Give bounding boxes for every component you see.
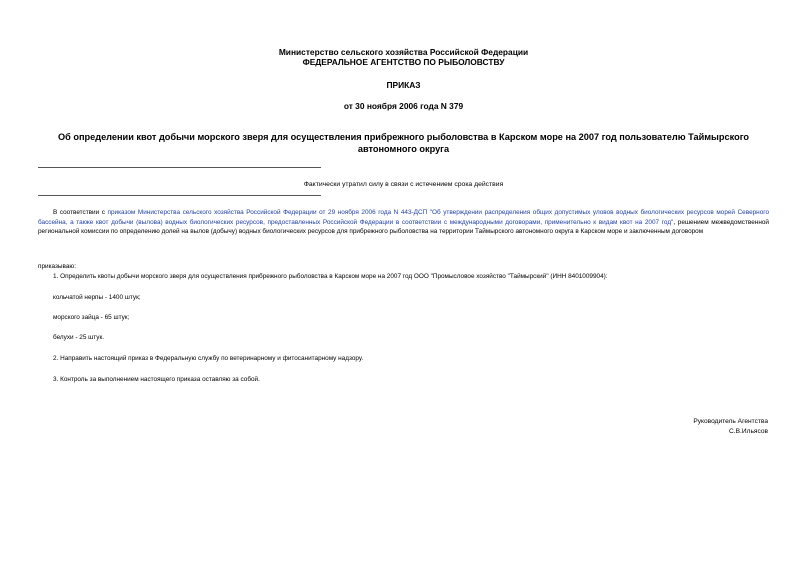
signature-name: С.В.Ильясов xyxy=(729,428,768,435)
divider-bottom xyxy=(38,195,321,196)
document-date-number: от 30 ноября 2006 года N 379 xyxy=(343,101,464,111)
quota-ringed-seal: кольчатой нерпы - 1400 штук; xyxy=(53,294,141,301)
item-3: 3. Контроль за выполнением настоящего приказа оставляю за собой. xyxy=(53,376,260,383)
divider-top xyxy=(38,167,321,168)
ministry-name: Министерство сельского хозяйства Российской Федерации xyxy=(278,47,529,57)
decree-link[interactable]: приказом Министерства сельского хозяйства Российской Федерации от 29 ноября 2006 года N 443-ДСП "Об утверждении распределения общих допустимых уловов водных биологических ресурсов морей Северного бассейна, а также квот добычи (вылова) водных биологических ресурсов, предоставленных Российской Федерации в соответствии с международными договорами, применительно к видам квот на 2007 год" xyxy=(38,209,769,226)
preamble-paragraph xyxy=(38,208,769,237)
item-2: 2. Направить настоящий приказ в Федеральную службу по ветеринарному и фитосанитарному надзору. xyxy=(53,355,364,362)
quota-beluga: белухи - 25 штук. xyxy=(53,334,105,341)
preamble-text-1: В соответствии с xyxy=(53,209,108,216)
item-1: 1. Определить квоты добычи морского зверя для осуществления прибрежного рыболовства в Карском море на 2007 год ООО "Промысловое хозяйство "Таймырский" (ИНН 8401009904): xyxy=(53,273,608,280)
preamble-text-2: , решением межведомственной региональной комиссии по определению долей на вылов (добычу) водных биологических ресурсов для прибрежного рыболовства на территории Таймырского автономного округа в Карском море и заключенным договором xyxy=(38,218,769,236)
quota-bearded-seal: морского зайца - 65 штук; xyxy=(53,314,130,321)
agency-name: ФЕДЕРАЛЬНОЕ АГЕНТСТВО ПО РЫБОЛОВСТВУ xyxy=(302,57,505,67)
status-note: Фактически утратил силу в связи с истечением срока действия xyxy=(303,181,504,188)
document-type: ПРИКАЗ xyxy=(386,80,421,90)
order-word: приказываю: xyxy=(38,263,76,270)
document-title: Об определении квот добычи морского зверя для осуществления прибрежного рыболовства в Карском море на 2007 год пользователю Таймырского автономного округа xyxy=(57,132,750,154)
signature-position: Руководитель Агентства xyxy=(693,418,768,425)
